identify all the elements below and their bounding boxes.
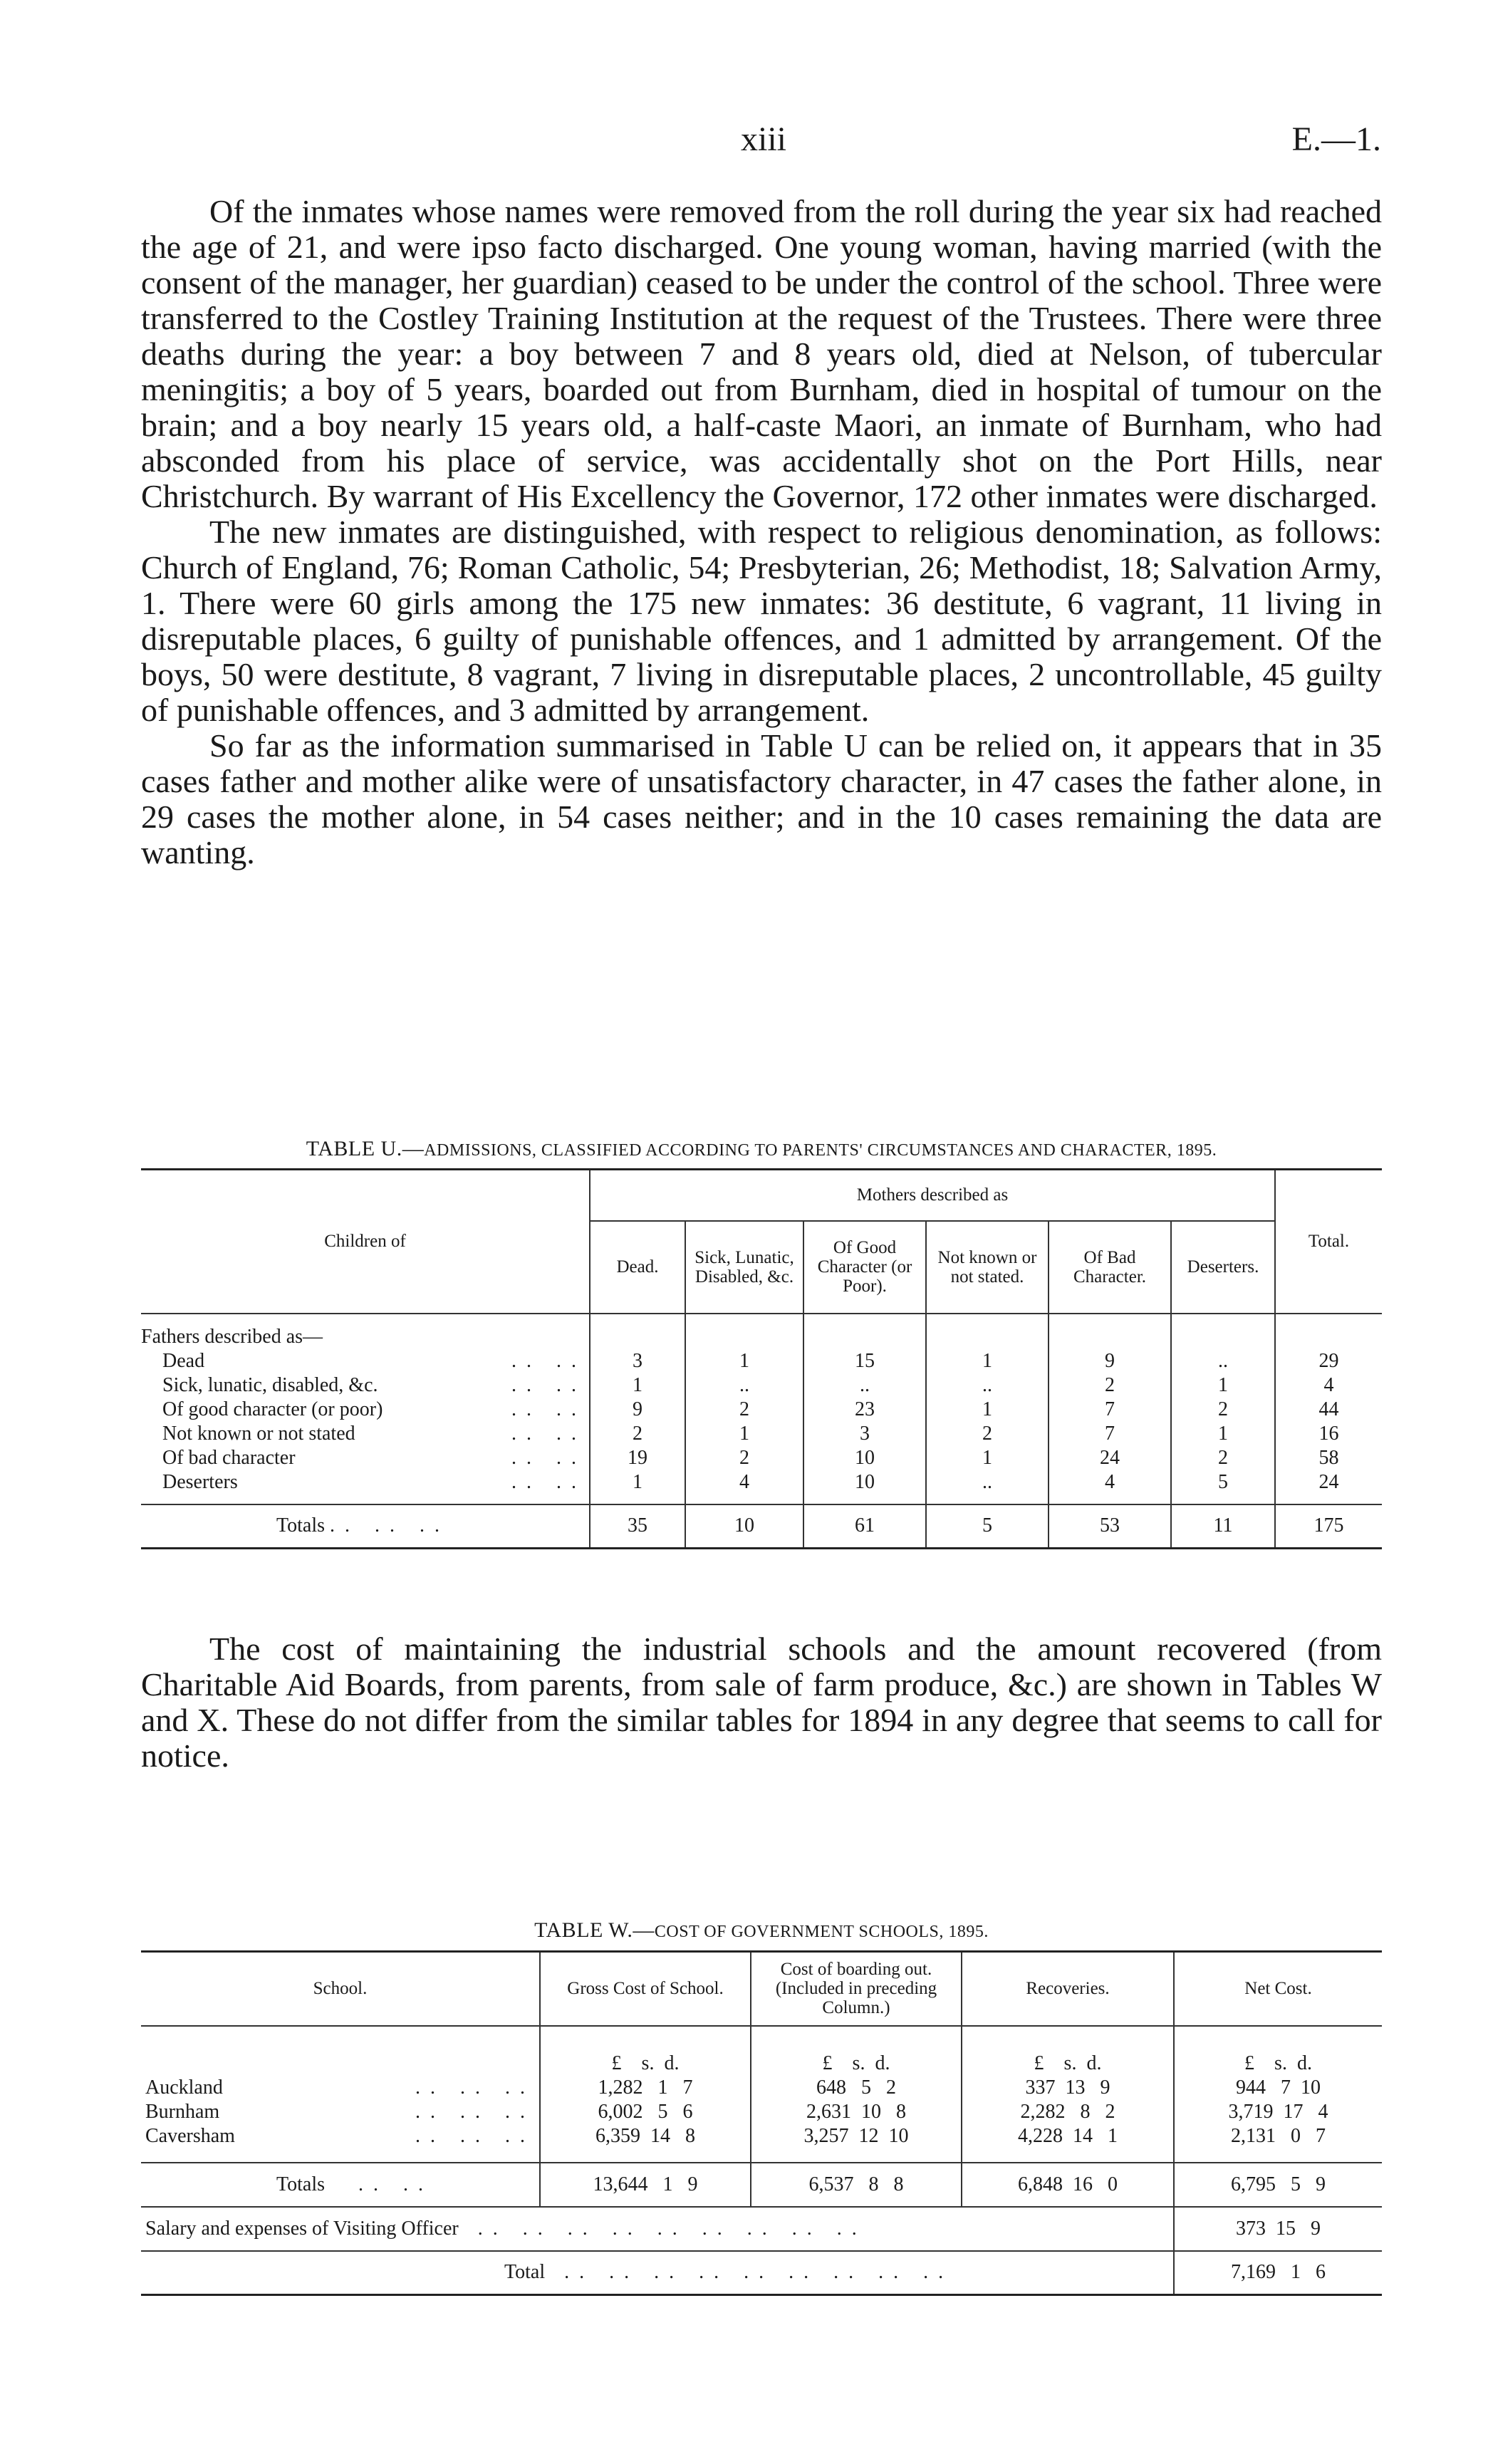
table-w [141, 1950, 1382, 2296]
table-u-cell: 58 [1275, 1446, 1382, 1470]
total-header: Total. [1275, 1170, 1382, 1314]
grand-total-net: 7,169 1 6 [1174, 2251, 1382, 2295]
cost-net: 944 7 10 [1174, 2076, 1382, 2100]
table-w-totals-row: Totals .. .. 13,644 1 9 6,537 8 8 6,848 16 0 6,795 5 9 [141, 2163, 1382, 2207]
col-deserters: Deserters. [1171, 1221, 1275, 1314]
body-text-middle [141, 1631, 1382, 1774]
table-u-cell: 4 [1049, 1470, 1171, 1494]
table-u-cell: 1 [685, 1422, 803, 1446]
father-category: Of bad character [162, 1446, 296, 1469]
total-gross: 13,644 1 9 [540, 2163, 751, 2207]
cost-recoveries: 337 13 9 [962, 2076, 1174, 2100]
unit-row: £ s. d. [1174, 2026, 1382, 2076]
cost-boarding: 3,257 12 10 [751, 2124, 962, 2148]
table-u-row: Deserters .. .. 1 4 10 .. 4 5 24 [141, 1470, 1382, 1494]
table-w-caption: TABLE W.—COST OF GOVERNMENT SCHOOLS, 1895. [534, 1918, 989, 1942]
table-u-cell: 1 [926, 1349, 1049, 1373]
totals-label: Totals [276, 2173, 326, 2195]
paragraph-discharges: Of the inmates whose names were removed from the roll during the year six had reached the age of 21, and were ipso facto discharged. One young woman, having married (with the consent of the manager, her guardian) ceased to be under the control of the school. Three were transferred to the Costley Training Institution at the request of the Trustees. There were three deaths during the year: a boy between 7 and 8 years old, died at Nelson, of tubercular meningitis; a boy of 5 years, boarded out from Burnham, died in hospital of tumour on the brain; and a boy nearly 15 years old, a half-caste Maori, an inmate of Burnham, who had absconded from his place of service, was accidentally shot on the Port Hills, near Christchurch. By warrant of His Excellency the Governor, 172 other inmates were discharged. [141, 193, 1382, 514]
table-u-cell: 3 [590, 1349, 685, 1373]
table-u-row: Of good character (or poor) .. .. 9 2 23 1 7 2 44 [141, 1398, 1382, 1422]
salary-label: Salary and expenses of Visiting Officer [145, 2217, 459, 2240]
body-text-top [141, 194, 1382, 870]
total-value: 35 [590, 1504, 685, 1549]
boarding-header: Cost of boarding out. (Included in preceding Column.) [751, 1952, 962, 2026]
col-bad: Of Bad Character. [1049, 1221, 1171, 1314]
table-u-cell: 1 [1171, 1373, 1275, 1398]
total-value: 53 [1049, 1504, 1171, 1549]
col-not-known: Not known or not stated. [926, 1221, 1049, 1314]
table-u-cell: 24 [1275, 1470, 1382, 1494]
school-name: Auckland [145, 2076, 223, 2099]
totals-label: Totals [276, 1514, 326, 1537]
father-category: Not known or not stated [162, 1422, 355, 1445]
mothers-header: Mothers described as [590, 1170, 1275, 1221]
table-w-row: Auckland .. .. .. 1,282 1 7 648 5 2 337 13 9 944 7 10 [141, 2076, 1382, 2100]
table-u-totals-row: Totals .. .. .. 35 10 61 5 53 11 175 [141, 1504, 1382, 1549]
table-u-cell: 23 [803, 1398, 926, 1422]
table-u-cell: 7 [1049, 1398, 1171, 1422]
cost-recoveries: 2,282 8 2 [962, 2100, 1174, 2124]
table-u-cell: 9 [1049, 1349, 1171, 1373]
table-u-cell: 44 [1275, 1398, 1382, 1422]
grand-total-label: Total [504, 2261, 546, 2284]
total-boarding: 6,537 8 8 [751, 2163, 962, 2207]
paragraph-parents: So far as the information summarised in Table U can be relied on, it appears that in 35 cases father and mother alike were of unsatisfactory character, in 47 cases the father alone, in 29 cases the mother alone, in 54 cases neither; and in the 10 cases remaining the data are wanting. [141, 727, 1382, 870]
table-u-cell: 2 [926, 1422, 1049, 1446]
page-number: xiii [741, 120, 787, 158]
table-u [141, 1168, 1382, 1549]
cost-net: 3,719 17 4 [1174, 2100, 1382, 2124]
table-u-cell: .. [803, 1373, 926, 1398]
table-u-row: Not known or not stated .. .. 2 1 3 2 7 1 16 [141, 1422, 1382, 1446]
table-u-cell: 7 [1049, 1422, 1171, 1446]
total-value: 175 [1275, 1504, 1382, 1549]
table-u-cell: 5 [1171, 1470, 1275, 1494]
table-u-row: Of bad character .. .. 19 2 10 1 24 2 58 [141, 1446, 1382, 1470]
unit-row: £ s. d. [751, 2026, 962, 2076]
total-value: 5 [926, 1504, 1049, 1549]
table-u-cell: 16 [1275, 1422, 1382, 1446]
table-u-cell: 3 [803, 1422, 926, 1446]
table-u-cell: 4 [1275, 1373, 1382, 1398]
table-w-body [141, 2076, 1382, 2163]
father-category: Of good character (or poor) [162, 1398, 383, 1420]
salary-row: Salary and expenses of Visiting Officer .. .. .. .. .. .. .. .. .. 373 15 9 [141, 2207, 1382, 2251]
table-u-cell: 1 [1171, 1422, 1275, 1446]
table-u-cell: 1 [685, 1349, 803, 1373]
total-value: 11 [1171, 1504, 1275, 1549]
grand-total-row: Total .. .. .. .. .. .. .. .. .. 7,169 1 6 [141, 2251, 1382, 2295]
recoveries-header: Recoveries. [962, 1952, 1174, 2026]
table-u-cell: .. [1171, 1349, 1275, 1373]
table-u-cell: 10 [803, 1470, 926, 1494]
table-u-cell: 19 [590, 1446, 685, 1470]
table-u-cell: 2 [685, 1446, 803, 1470]
table-u-caption: TABLE U.—ADMISSIONS, CLASSIFIED ACCORDING TO PARENTS' CIRCUMSTANCES AND CHARACTER, 1895. [306, 1137, 1217, 1160]
salary-net: 373 15 9 [1174, 2207, 1382, 2251]
paragraph-cost: The cost of maintaining the industrial schools and the amount recovered (from Charitable Aid Boards, from parents, from sale of farm produce, &c.) are shown in Tables W and X. These do not differ from the similar tables for 1894 in any degree that seems to call for notice. [141, 1631, 1382, 1774]
school-name: Burnham [145, 2100, 220, 2123]
table-u-row: Sick, lunatic, disabled, &c. .. .. 1 .. .. .. 2 1 4 [141, 1373, 1382, 1398]
table-w-row: Caversham .. .. .. 6,359 14 8 3,257 12 10 4,228 14 1 2,131 0 7 [141, 2124, 1382, 2148]
cost-net: 2,131 0 7 [1174, 2124, 1382, 2148]
table-u-cell: .. [926, 1373, 1049, 1398]
table-u-cell: .. [926, 1470, 1049, 1494]
table-u-cell: 1 [590, 1470, 685, 1494]
table-u-cell: 2 [1049, 1373, 1171, 1398]
table-u-body [141, 1349, 1382, 1504]
children-of-header: Children of [324, 1232, 406, 1252]
table-u-cell: 29 [1275, 1349, 1382, 1373]
col-dead: Dead. [590, 1221, 685, 1314]
gross-header: Gross Cost of School. [540, 1952, 751, 2026]
cost-gross: 1,282 1 7 [540, 2076, 751, 2100]
school-name: Caversham [145, 2124, 235, 2147]
total-value: 10 [685, 1504, 803, 1549]
table-u-cell: 2 [685, 1398, 803, 1422]
table-u-cell: 2 [1171, 1398, 1275, 1422]
fathers-label: Fathers described as— [141, 1325, 323, 1348]
table-u-cell: 15 [803, 1349, 926, 1373]
school-header: School. [313, 1979, 368, 1999]
table-u-cell: 24 [1049, 1446, 1171, 1470]
table-u-cell: 1 [590, 1373, 685, 1398]
table-u-cell: 1 [926, 1446, 1049, 1470]
table-u-row: Dead .. .. 3 1 15 1 9 .. 29 [141, 1349, 1382, 1373]
father-category: Sick, lunatic, disabled, &c. [162, 1373, 378, 1396]
father-category: Deserters [162, 1470, 238, 1493]
table-u-cell: 2 [1171, 1446, 1275, 1470]
total-value: 61 [803, 1504, 926, 1549]
col-good: Of Good Character (or Poor). [803, 1221, 926, 1314]
table-u-cell: .. [685, 1373, 803, 1398]
net-header: Net Cost. [1174, 1952, 1382, 2026]
cost-recoveries: 4,228 14 1 [962, 2124, 1174, 2148]
cost-gross: 6,359 14 8 [540, 2124, 751, 2148]
paragraph-new-inmates: The new inmates are distinguished, with respect to religious denomination, as follows: Church of England, 76; Roman Catholic, 54; Presbyterian, 26; Methodist, 18; Salvation Army, 1. There were 60 girls among the 175 new inmates: 36 destitute, 6 vagrant, 11 living in disreputable places, 6 guilty of punishable offences, and 1 admitted by arrangement. Of the boys, 50 were destitute, 8 vagrant, 7 living in disreputable places, 2 uncontrollable, 45 guilty of punishable offences, and 3 admitted by arrangement. [141, 514, 1382, 728]
total-net: 6,795 5 9 [1174, 2163, 1382, 2207]
table-u-cell: 2 [590, 1422, 685, 1446]
col-sick: Sick, Lunatic, Disabled, &c. [685, 1221, 803, 1314]
cost-boarding: 648 5 2 [751, 2076, 962, 2100]
unit-row: £ s. d. [962, 2026, 1174, 2076]
document-reference: E.—1. [1291, 120, 1381, 158]
table-u-cell: 1 [926, 1398, 1049, 1422]
father-category: Dead [162, 1349, 205, 1372]
cost-gross: 6,002 5 6 [540, 2100, 751, 2124]
cost-boarding: 2,631 10 8 [751, 2100, 962, 2124]
table-w-row: Burnham .. .. .. 6,002 5 6 2,631 10 8 2,282 8 2 3,719 17 4 [141, 2100, 1382, 2124]
table-u-cell: 4 [685, 1470, 803, 1494]
total-recoveries: 6,848 16 0 [962, 2163, 1174, 2207]
unit-row: £ s. d. [540, 2026, 751, 2076]
table-u-cell: 9 [590, 1398, 685, 1422]
table-u-cell: 10 [803, 1446, 926, 1470]
